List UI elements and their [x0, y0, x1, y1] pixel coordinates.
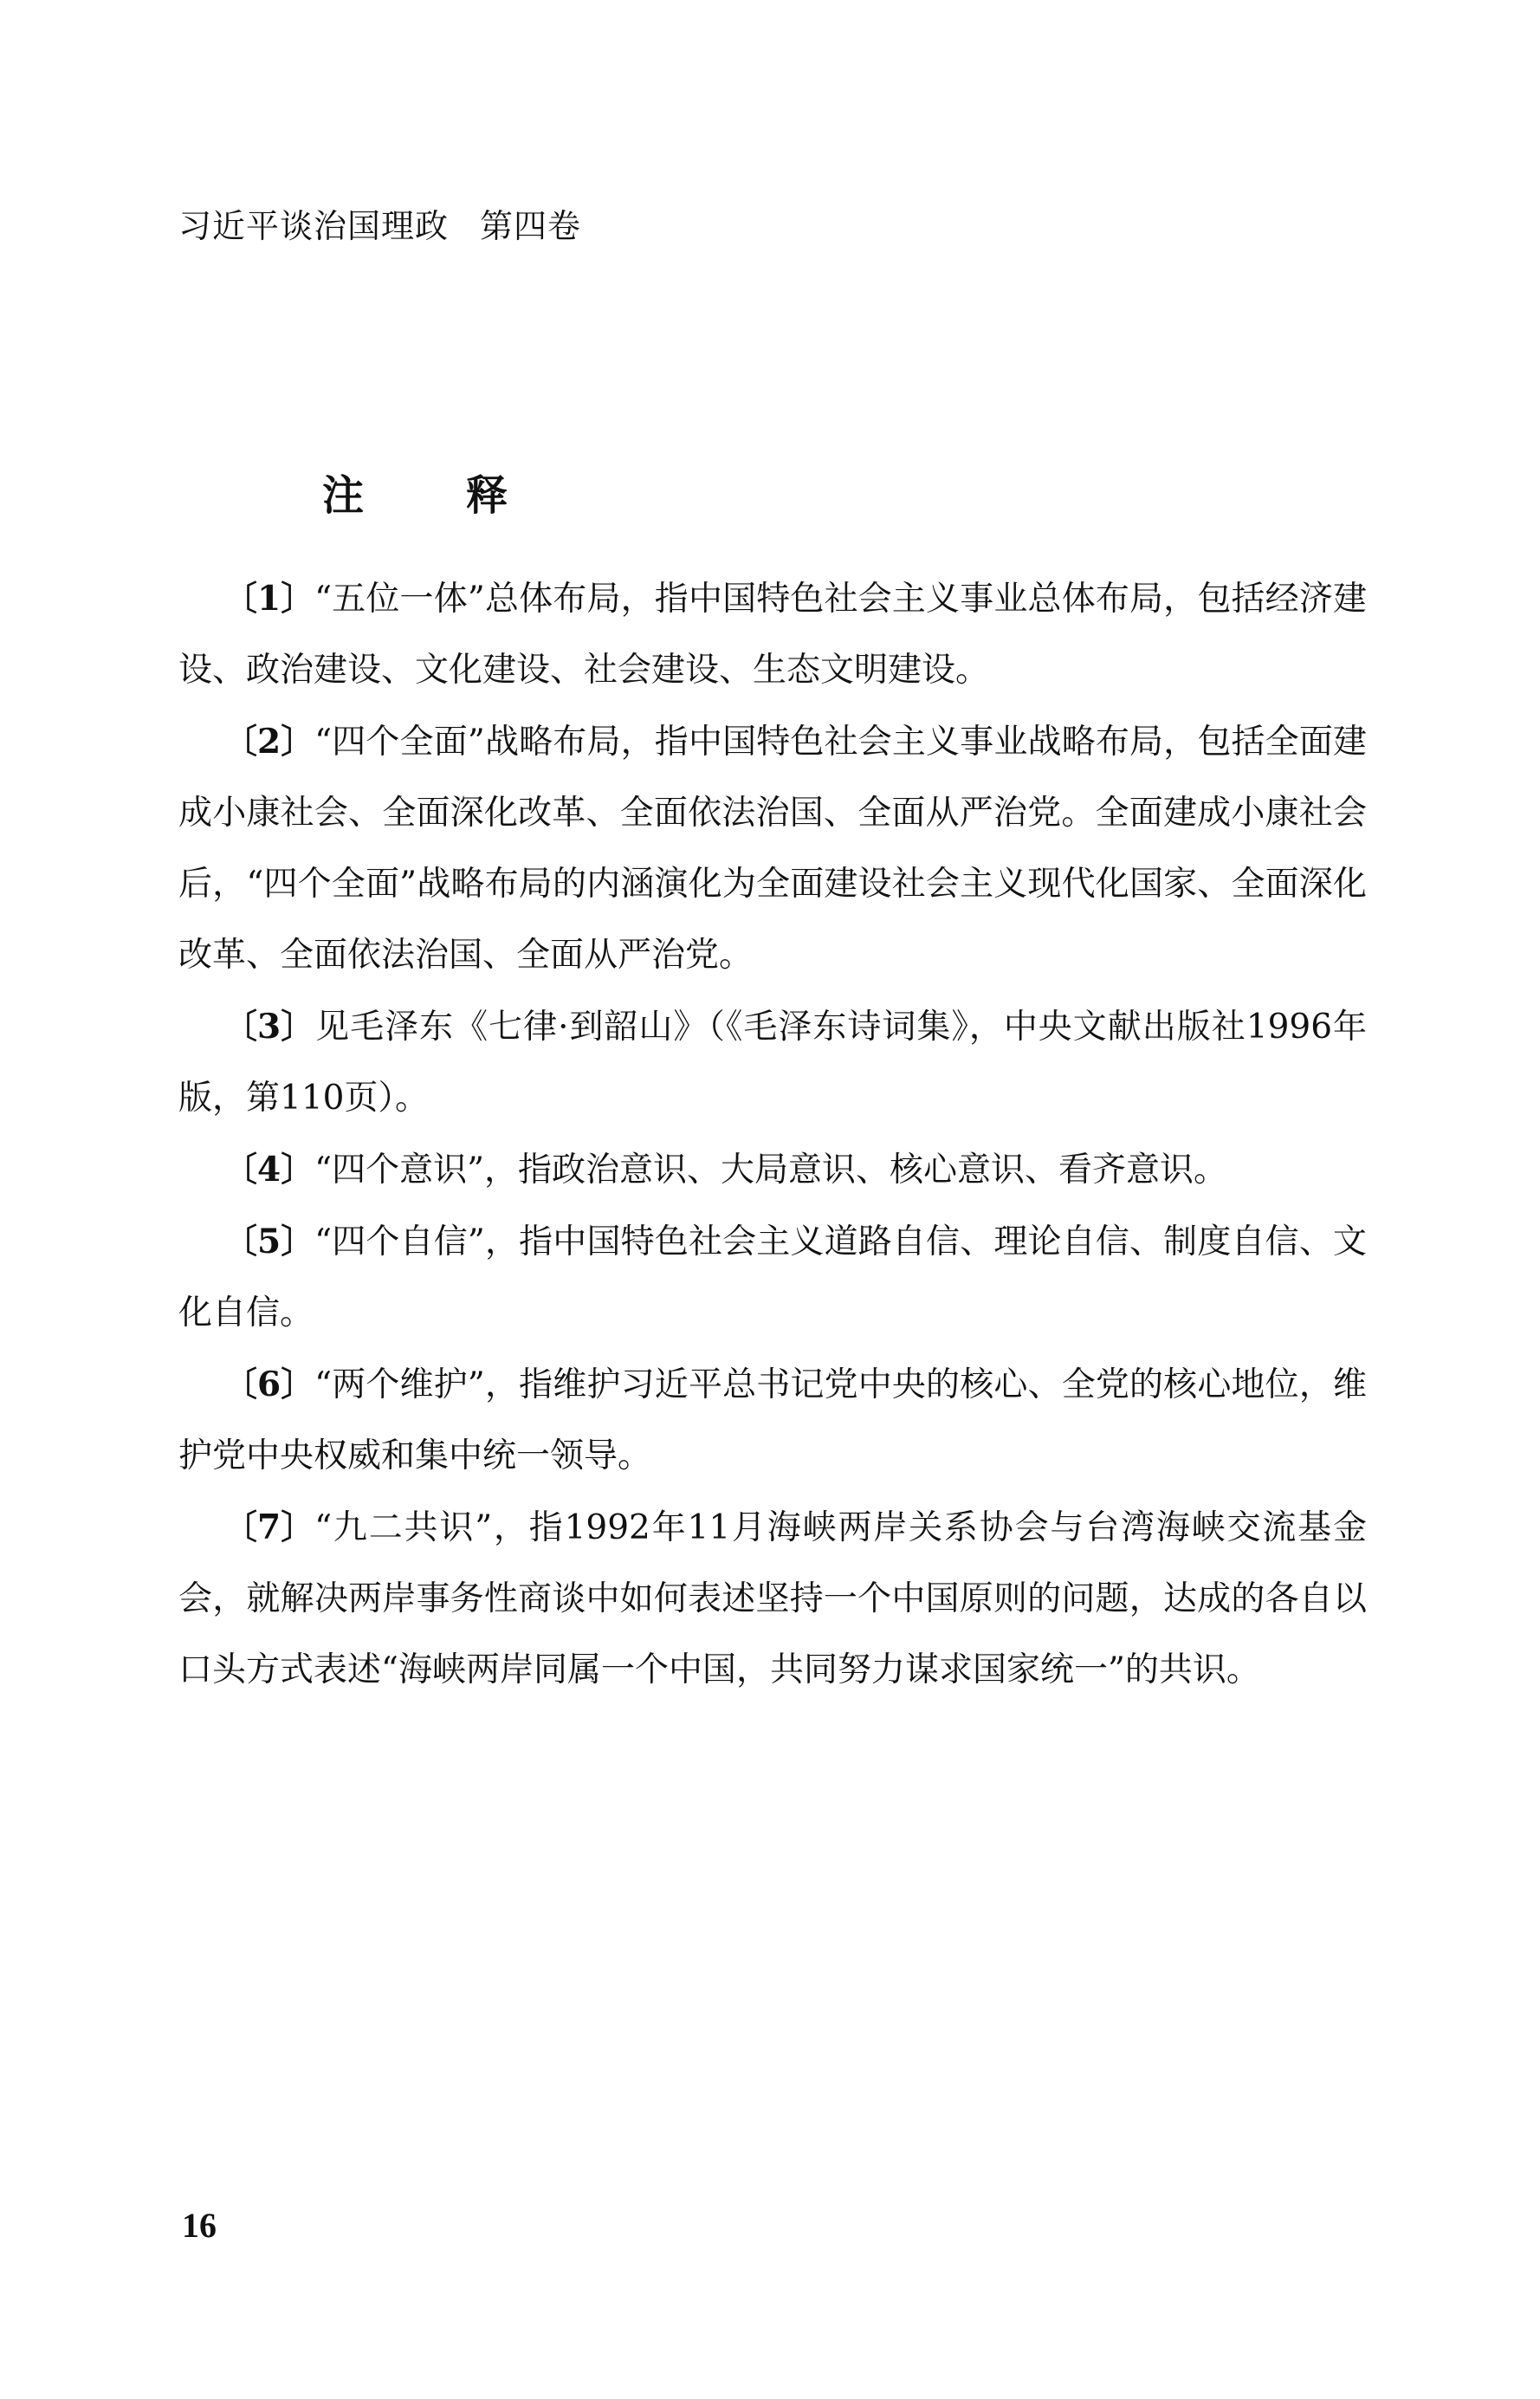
note-text: “九二共识”，指1992年11月海峡两岸关系协会与台湾海峡交流基金会，就解决两岸事务性商谈中如何表述坚持一个中国原则的问题，达成的各自以口头方式表述“海峡两岸同属一个中国，共同努力谋求国家统一”的共识。 — [178, 1508, 1367, 1689]
section-title: 注释 — [322, 471, 611, 520]
running-header — [178, 206, 581, 246]
note-number: 〔5〕 — [223, 1222, 315, 1261]
note-text: 见毛泽东《七律·到韶山》（《毛泽东诗词集》，中央文献出版社1996年版，第110页）。 — [178, 1008, 1367, 1118]
note-2 — [178, 706, 1367, 991]
note-text: “四个全面”战略布局，指中国特色社会主义事业战略布局，包括全面建成小康社会、全面深化改革、全面依法治国、全面从严治党。全面建成小康社会后，“四个全面”战略布局的内涵演化为全面建设社会主义现代化国家、全面深化改革、全面依法治国、全面从严治党。 — [178, 723, 1367, 975]
note-number: 〔2〕 — [223, 722, 315, 762]
note-number: 〔7〕 — [223, 1507, 315, 1547]
book-title: 习近平谈治国理政 — [178, 207, 450, 245]
volume-label: 第四卷 — [480, 207, 582, 245]
note-1 — [178, 563, 1367, 706]
note-5 — [178, 1206, 1367, 1349]
note-text: “五位一体”总体布局，指中国特色社会主义事业总体布局，包括经济建设、政治建设、文化建设、社会建设、生态文明建设。 — [178, 580, 1367, 690]
note-3 — [178, 991, 1367, 1134]
note-text: “两个维护”，指维护习近平总书记党中央的核心、全党的核心地位，维护党中央权威和集中统一领导。 — [178, 1365, 1367, 1475]
note-7 — [178, 1492, 1367, 1706]
note-number: 〔6〕 — [223, 1365, 315, 1404]
note-text: “四个意识”，指政治意识、大局意识、核心意识、看齐意识。 — [314, 1151, 1228, 1190]
note-6 — [178, 1349, 1367, 1492]
note-number: 〔4〕 — [223, 1150, 315, 1190]
note-number: 〔1〕 — [223, 579, 315, 619]
note-4 — [178, 1134, 1367, 1206]
note-number: 〔3〕 — [223, 1007, 315, 1047]
notes-list — [178, 563, 1367, 1706]
note-text: “四个自信”，指中国特色社会主义道路自信、理论自信、制度自信、文化自信。 — [178, 1222, 1367, 1332]
page-number: 16 — [182, 2206, 217, 2245]
